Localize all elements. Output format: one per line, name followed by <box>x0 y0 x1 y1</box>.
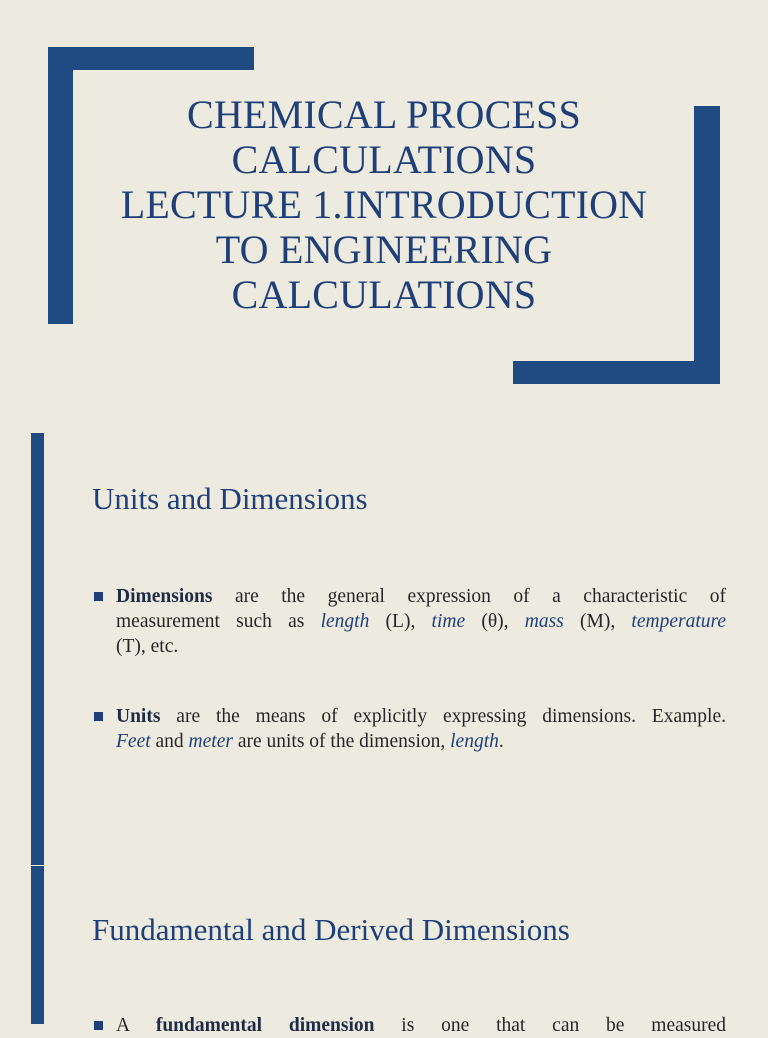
bullet-line: (T), etc. <box>116 636 179 657</box>
bullet-line: Dimensions are the general expression of a characteristic of <box>116 586 726 607</box>
bullet-line: measurement such as length (L), time (θ), mass (M), temperature <box>116 611 727 632</box>
bullet-marker <box>94 712 103 721</box>
slide-heading: Units and Dimensions <box>92 481 368 516</box>
slide-title <box>90 92 678 317</box>
frame-top-left-vertical <box>48 47 73 324</box>
bullet-marker <box>94 592 103 601</box>
bullet-fundamental <box>94 1013 726 1038</box>
bullet-line: Units are the means of explicitly expressing dimensions. Example. <box>116 706 726 727</box>
term-dimensions: Dimensions <box>116 586 213 607</box>
bullet-line: A fundamental dimension is one that can be measured <box>116 1015 726 1036</box>
frame-bottom-right-horizontal <box>513 361 720 384</box>
bullet-marker <box>94 1021 103 1030</box>
title-slide <box>0 0 768 432</box>
title-line-3: LECTURE 1.INTRODUCTION <box>120 182 648 227</box>
title-line-5: CALCULATIONS <box>231 272 537 317</box>
slide-heading: Fundamental and Derived Dimensions <box>92 912 570 947</box>
bullet-units <box>94 704 726 754</box>
units-dimensions-slide <box>0 433 768 865</box>
term-fundamental-dimension: fundamental dimension <box>155 1015 375 1036</box>
title-line-4: TO ENGINEERING <box>215 227 553 272</box>
slide-accent-bar <box>31 433 44 865</box>
term-units: Units <box>116 706 161 727</box>
bullet-line: Feet and meter are units of the dimension, length. <box>116 731 504 752</box>
slide-accent-bar <box>31 866 44 1024</box>
bullet-dimensions <box>94 584 726 659</box>
title-line-1: CHEMICAL PROCESS <box>186 92 582 137</box>
title-line-2: CALCULATIONS <box>231 137 537 182</box>
frame-top-left-horizontal <box>48 47 254 70</box>
frame-bottom-right-vertical <box>694 106 720 384</box>
fundamental-derived-slide <box>0 866 768 1036</box>
